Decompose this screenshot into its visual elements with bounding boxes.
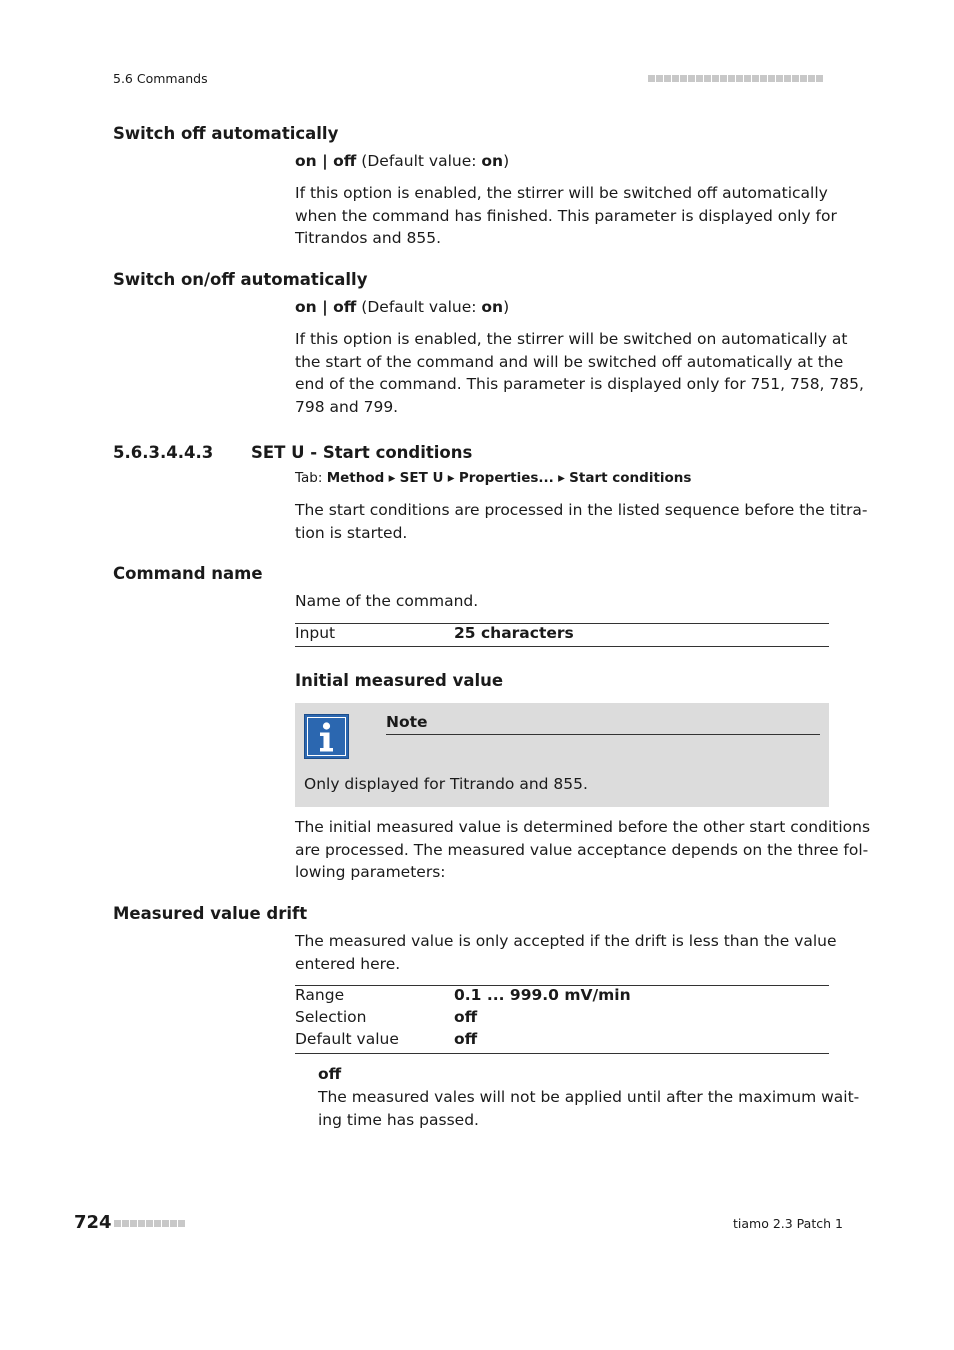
section-description [295,499,868,544]
text-line: end of the command. This parameter is displayed only for 751, 758, 785, [295,375,864,393]
switch-off-options [295,150,509,173]
text-line: If this option is enabled, the stirrer will be switched off automatically [295,184,828,202]
page-number: 724 [74,1212,112,1233]
section-number: 5.6.3.4.4.3 [113,443,214,462]
text-line: are processed. The measured value acceptance depends on the three fol- [295,840,869,859]
tab-path-item: Start conditions [569,470,692,486]
text-line: The measured value is only accepted if the drift is less than the value [295,932,837,950]
text-line: If this option is enabled, the stirrer will be switched on automatically at [295,330,848,348]
section-title: SET U - Start conditions [251,443,473,462]
switch-onoff-description [295,328,864,418]
running-header-section: 5.6 Commands [113,71,208,86]
off-option-description [318,1086,859,1131]
text-line: The measured vales will not be applied until after the maximum wait- [318,1088,860,1106]
table-value: off [454,1008,478,1026]
default-suffix: ) [503,298,510,316]
table-value: off [454,1030,478,1048]
note-title: Note [386,713,428,731]
table-value: 0.1 ... 999.0 mV/min [454,986,631,1004]
default-prefix: (Default value: [356,152,482,170]
table-row [295,1008,829,1030]
command-name-title: Command name [113,564,263,583]
table-row [295,624,829,646]
default-value: on [481,298,504,316]
header-decoration-squares [648,75,823,82]
text-line: the start of the command and will be switched off automatically at the [295,352,844,371]
table-key: Default value [295,1030,399,1048]
path-arrow: ▸ [553,470,570,486]
table-key: Selection [295,1008,367,1026]
table-rule-bottom [295,1053,829,1054]
table-key: Range [295,986,345,1004]
measured-value-drift-title: Measured value drift [113,904,308,923]
note-box [295,703,829,807]
default-suffix: ) [503,152,510,170]
switch-onoff-options [295,296,509,319]
text-line: 798 and 799. [295,397,399,416]
text-line: when the command has finished. This parameter is displayed only for [295,206,837,225]
text-line: entered here. [295,954,401,973]
note-text: Only displayed for Titrando and 855. [304,775,588,793]
footer-decoration-squares [114,1220,185,1227]
info-icon [304,714,349,759]
tab-path-item: Properties... [458,470,554,486]
switch-onoff-title: Switch on/off automatically [113,270,368,289]
default-prefix: (Default value: [356,298,482,316]
default-value: on [481,152,504,170]
path-arrow: ▸ [443,470,459,486]
path-arrow: ▸ [384,470,400,486]
table-value: 25 characters [454,624,574,642]
table-key: Input [295,624,336,642]
footer-product: tiamo 2.3 Patch 1 [733,1216,843,1231]
table-rule-bottom [295,646,829,647]
tab-prefix: Tab: [295,470,327,486]
text-line: The start conditions are processed in the listed sequence before the titra- [295,501,868,519]
table-row [295,1030,829,1052]
text-line: The initial measured value is determined before the other start conditions [295,818,871,836]
tab-path-item: Method [326,470,385,486]
table-row [295,986,829,1008]
option-off: off [333,298,357,316]
text-line: Titrandos and 855. [295,229,441,247]
tab-path [295,470,691,486]
switch-off-description [295,182,837,250]
tab-path-item: SET U [399,470,444,486]
initial-description [295,816,870,884]
text-line: lowing parameters: [295,863,446,881]
option-on: on [295,152,317,170]
command-name-description: Name of the command. [295,592,479,610]
note-divider [386,734,820,735]
initial-measured-value-title: Initial measured value [295,671,504,690]
text-line: ing time has passed. [318,1110,479,1129]
option-on: on [295,298,317,316]
switch-off-title: Switch off automatically [113,124,339,143]
text-line: tion is started. [295,523,408,542]
option-off: off [333,152,357,170]
option-separator: | [316,298,334,316]
option-separator: | [316,152,334,170]
off-option-title: off [318,1065,342,1083]
drift-description [295,930,837,975]
